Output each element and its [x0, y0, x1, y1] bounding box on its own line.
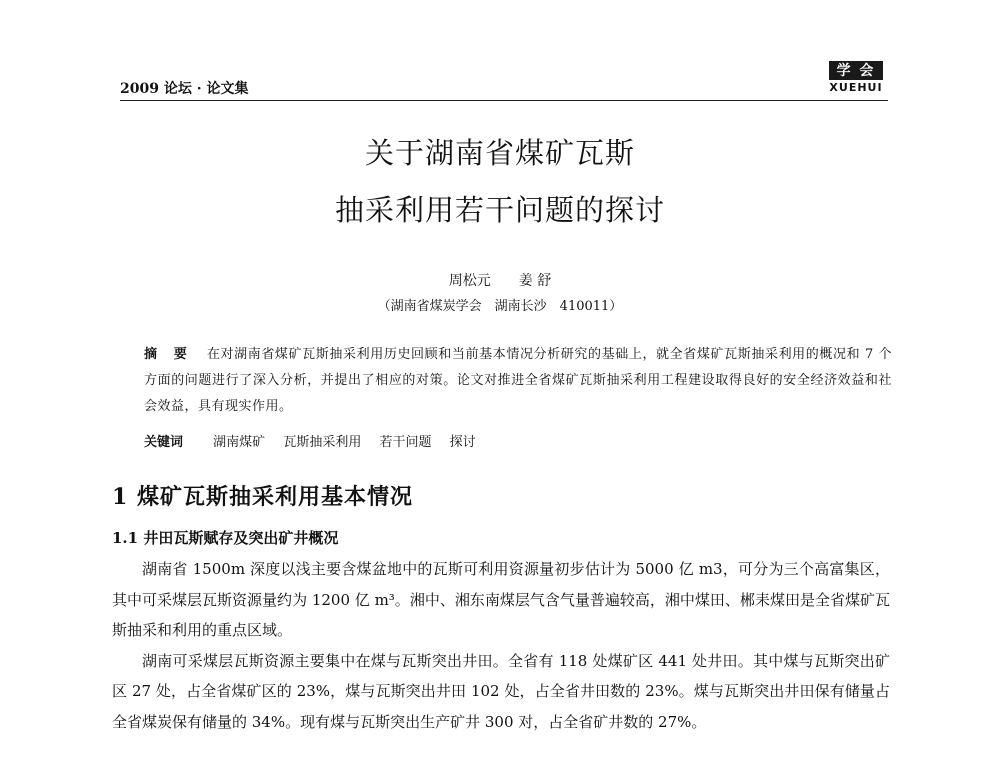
abstract-text: 在对湖南省煤矿瓦斯抽采利用历史回顾和当前基本情况分析研究的基础上，就全省煤矿瓦斯抽采利用的概况和 7 个方面的问题进行了深入分析，并提出了相应的对策。论文对推进全省煤矿瓦斯抽采利用工程建设取得良好的安全经济效益和社会效益，具有现实作用。: [144, 347, 892, 414]
paragraph: 湖南省 1500m 深度以浅主要含煤盆地中的瓦斯可利用资源量初步估计为 5000 亿 m3，可分为三个高富集区，其中可采煤层瓦斯资源量约为 1200 亿 m³。湘中、湘东南煤层气含气量普遍较高，湘中煤田、郴耒煤田是全省煤矿瓦斯抽采和利用的重点区域。: [112, 560, 890, 639]
keyword: 若干问题: [379, 435, 432, 450]
authors: 周松元 姜 舒: [448, 273, 552, 289]
logo-mark: 学 会: [829, 61, 884, 80]
subsection-heading: 1.1 井田瓦斯赋存及突出矿井概况: [112, 529, 339, 547]
keyword: 探讨: [449, 435, 476, 450]
abstract-label: 摘 要: [144, 347, 193, 362]
keywords: [144, 430, 892, 456]
abstract: [144, 342, 892, 420]
keyword: 瓦斯抽采利用: [283, 435, 362, 450]
xuehui-logo: [824, 60, 888, 100]
header-rule: [120, 100, 888, 101]
keywords-label: 关键词: [144, 435, 184, 450]
paper-title-line-2: 抽采利用若干问题的探讨: [334, 193, 665, 227]
section-heading: 1 煤矿瓦斯抽采利用基本情况: [112, 484, 413, 510]
paragraph: 湖南可采煤层瓦斯资源主要集中在煤与瓦斯突出井田。全省有 118 处煤矿区 441 处井田。其中煤与瓦斯突出矿区 27 处，占全省煤矿区的 23%，煤与瓦斯突出井田 102 处，占全省井田数的 23%。煤与瓦斯突出井田保有储量占全省煤炭保有储量的 34%。现有煤与瓦斯突出生产矿井 300 对，占全省矿井数的 27%。: [112, 651, 890, 731]
paper-title-line-1: 关于湖南省煤矿瓦斯: [364, 136, 635, 170]
page-header: [120, 60, 888, 102]
affiliation: （湖南省煤炭学会 湖南长沙 410011）: [377, 299, 623, 314]
body-text: [112, 554, 890, 737]
logo-text: XUEHUI: [829, 81, 883, 94]
journal-label: 2009 论坛 · 论文集: [120, 81, 249, 97]
keyword: 湖南煤矿: [213, 435, 266, 450]
